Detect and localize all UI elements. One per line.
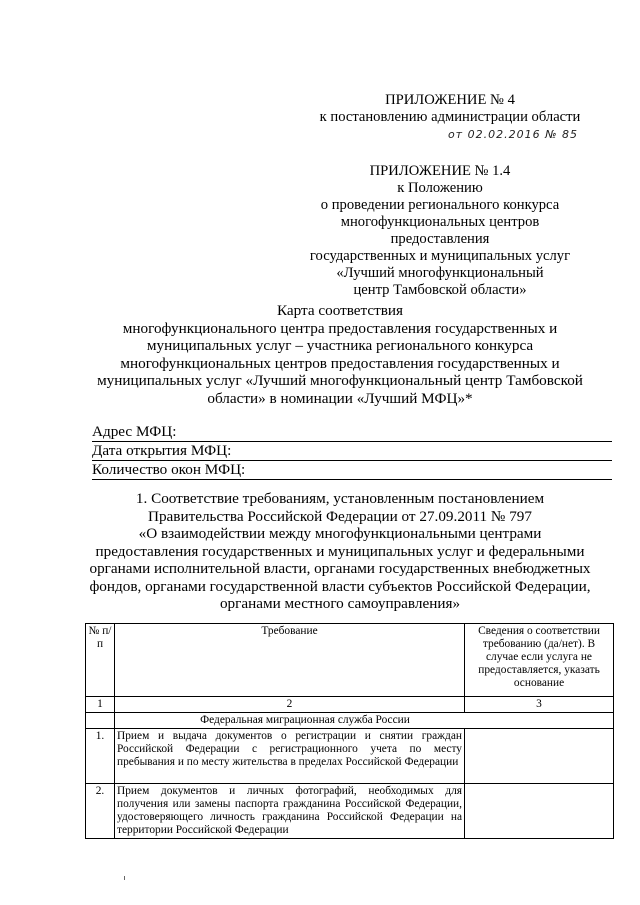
scan-artifact [124,876,125,880]
card-title-line: области» в номинации «Лучший МФЦ»* [207,389,473,407]
appendix-1-4-line: к Положению [397,180,483,196]
section-1-line: органами местного самоуправления» [219,595,461,612]
card-title-line: муниципальных услуг «Лучший многофункциональный центр Тамбовской [97,372,583,389]
section-1-line: фондов, органами государственной власти субъектов Российской Федерации, [89,577,591,595]
appendix-1-4-line: о проведении регионального конкурса [320,197,560,213]
row-requirement: Прием документов и личных фотографий, необходимых для получения или замены паспорта гражданина Российской Федерации, удостоверяющего личность гражданина Российской Федерации на территории Российской Федерации [115,784,465,839]
group-row [86,713,614,729]
table-row [86,729,614,784]
section-1-line: «О взаимодействии между многофункциональными центрами [138,525,542,542]
table-row [86,784,614,839]
section-1-line: органами исполнительной власти, органами государственных внебюджетных [89,560,591,577]
row-compliance-cell[interactable] [465,729,614,784]
header-requirement: Требование [115,624,465,697]
col-number: 2 [115,697,465,713]
requirements-table [85,623,614,839]
card-title [60,302,620,407]
section-1-line: 1. Соответствие требованиям, установленным постановлением [135,490,545,507]
row-compliance-cell[interactable] [465,784,614,839]
handwritten-date: от 02.02.2016 № 85 [447,128,578,141]
appendix-4-title: ПРИЛОЖЕНИЕ № 4 [385,92,515,108]
mfc-fields [92,423,612,480]
col-number: 1 [86,697,115,713]
row-number: 2. [86,784,115,839]
col-number: 3 [465,697,614,713]
header-compliance: Сведения о соответствии требованию (да/нет). В случае если услуга не предоставляется, указать основание [465,624,614,697]
appendix-1-4-title: ПРИЛОЖЕНИЕ № 1.4 [369,163,511,179]
appendix-1-4-header [290,163,590,299]
group-row-spacer [86,713,115,729]
appendix-1-4-line: государственных и муниципальных услуг [309,248,571,264]
card-title-line: Карта соответствия [276,302,404,319]
appendix-1-4-line: центр Тамбовской области» [353,282,527,298]
appendix-1-4-line: «Лучший многофункциональный [336,265,544,281]
section-1-heading [40,490,640,613]
section-1-line: предоставления государственных и муниципальных услуг и федеральными [95,542,585,560]
address-field[interactable]: Адрес МФЦ: [92,423,612,442]
row-requirement: Прием и выдача документов о регистрации и снятии граждан Российской Федерации с регистрационного учета по месту пребывания и по месту жительства в пределах Российской Федерации [115,729,465,784]
table-header-row [86,624,614,697]
opening-date-field[interactable]: Дата открытия МФЦ: [92,442,612,461]
windows-count-field[interactable]: Количество окон МФЦ: [92,461,612,480]
header-num: № п/п [86,624,115,697]
card-title-line: многофункционального центра предоставления государственных и [122,319,558,337]
row-number: 1. [86,729,115,784]
appendix-4-subtitle: к постановлению администрации области [319,109,581,125]
appendix-4-header [300,92,600,143]
card-title-line: многофункциональных центров предоставления государственных и [120,354,560,372]
card-title-line: муниципальных услуг – участника регионального конкурса [146,337,534,354]
group-title: Федеральная миграционная служба России [115,713,614,729]
section-1-line: Правительства Российской Федерации от 27.09.2011 № 797 [147,507,532,525]
appendix-1-4-line: многофункциональных центров предоставления [340,214,540,247]
column-numbers-row [86,697,614,713]
